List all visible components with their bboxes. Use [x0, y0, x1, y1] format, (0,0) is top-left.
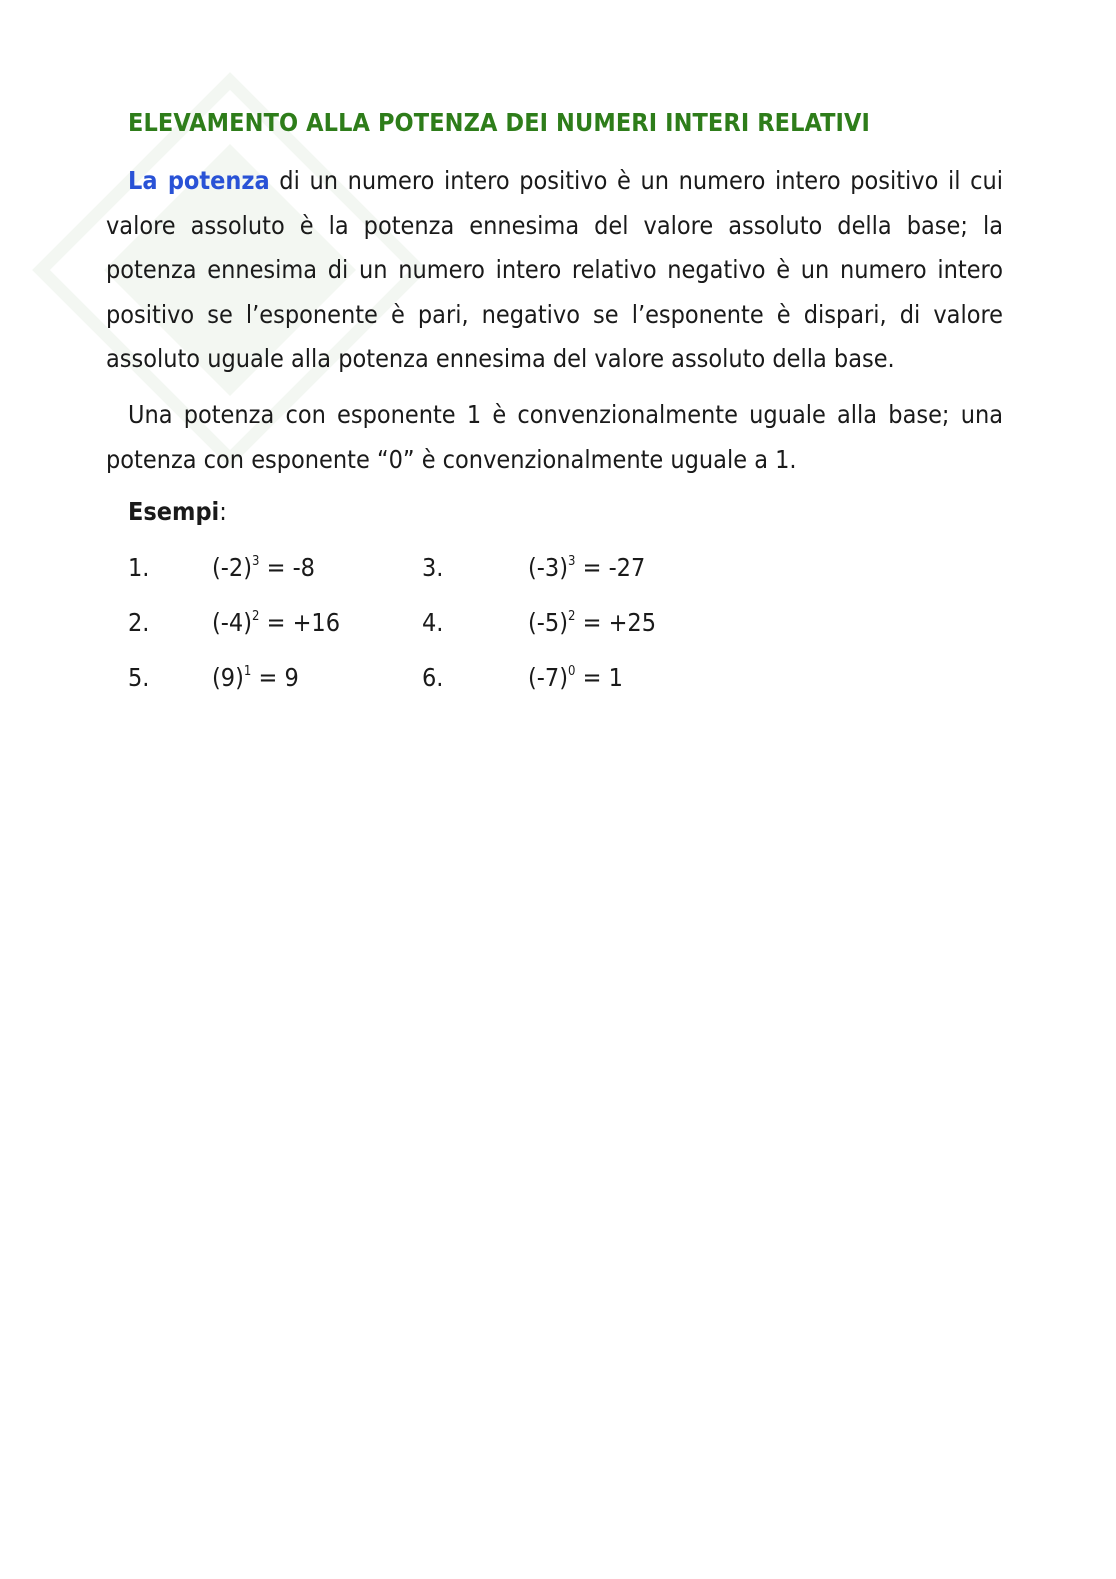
example-base: (-4) — [212, 608, 252, 637]
example-expression — [212, 608, 340, 637]
example-result: = 1 — [575, 663, 623, 692]
example-exponent: 2 — [567, 609, 576, 624]
examples-colon: : — [219, 497, 227, 526]
example-exponent: 3 — [251, 554, 260, 569]
example-number: 4. — [422, 608, 444, 637]
definition-text: di un numero intero positivo è un numero intero positivo il cui valore assoluto è la potenza ennesima del valore assoluto della base; la potenza ennesima di un numero intero relativo negativo è un numero intero positivo se l’esponente è pari, negativo se l’esponente è dispari, di valore assoluto uguale alla potenza ennesima del valore assoluto della base. — [106, 166, 1003, 374]
definition-term: La potenza — [128, 166, 270, 195]
example-base: (-5) — [528, 608, 568, 637]
definition-paragraph — [106, 159, 1003, 382]
examples-heading — [128, 497, 227, 526]
example-exponent: 2 — [251, 609, 260, 624]
example-result: = -27 — [575, 553, 646, 582]
example-number: 5. — [128, 663, 150, 692]
example-expression — [528, 608, 656, 637]
example-result: = +25 — [575, 608, 657, 637]
example-exponent: 0 — [567, 664, 576, 679]
example-number: 1. — [128, 553, 150, 582]
example-expression — [212, 553, 315, 582]
examples-label: Esempi — [128, 497, 220, 526]
example-exponent: 3 — [567, 554, 576, 569]
example-expression — [212, 663, 299, 692]
page-title: ELEVAMENTO ALLA POTENZA DEI NUMERI INTERI RELATIVI — [128, 108, 870, 137]
convention-paragraph: Una potenza con esponente 1 è convenzionalmente uguale alla base; una potenza con esponente “0” è convenzionalmente uguale a 1. — [106, 400, 1003, 474]
example-expression — [528, 663, 623, 692]
example-result: = -8 — [259, 553, 315, 582]
example-base: (-2) — [212, 553, 252, 582]
example-exponent: 1 — [243, 664, 252, 679]
example-result: = 9 — [251, 663, 299, 692]
example-number: 2. — [128, 608, 150, 637]
example-number: 3. — [422, 553, 444, 582]
example-base: (9) — [212, 663, 244, 692]
example-number: 6. — [422, 663, 444, 692]
example-expression — [528, 553, 645, 582]
example-base: (-3) — [528, 553, 568, 582]
example-result: = +16 — [259, 608, 341, 637]
example-base: (-7) — [528, 663, 568, 692]
